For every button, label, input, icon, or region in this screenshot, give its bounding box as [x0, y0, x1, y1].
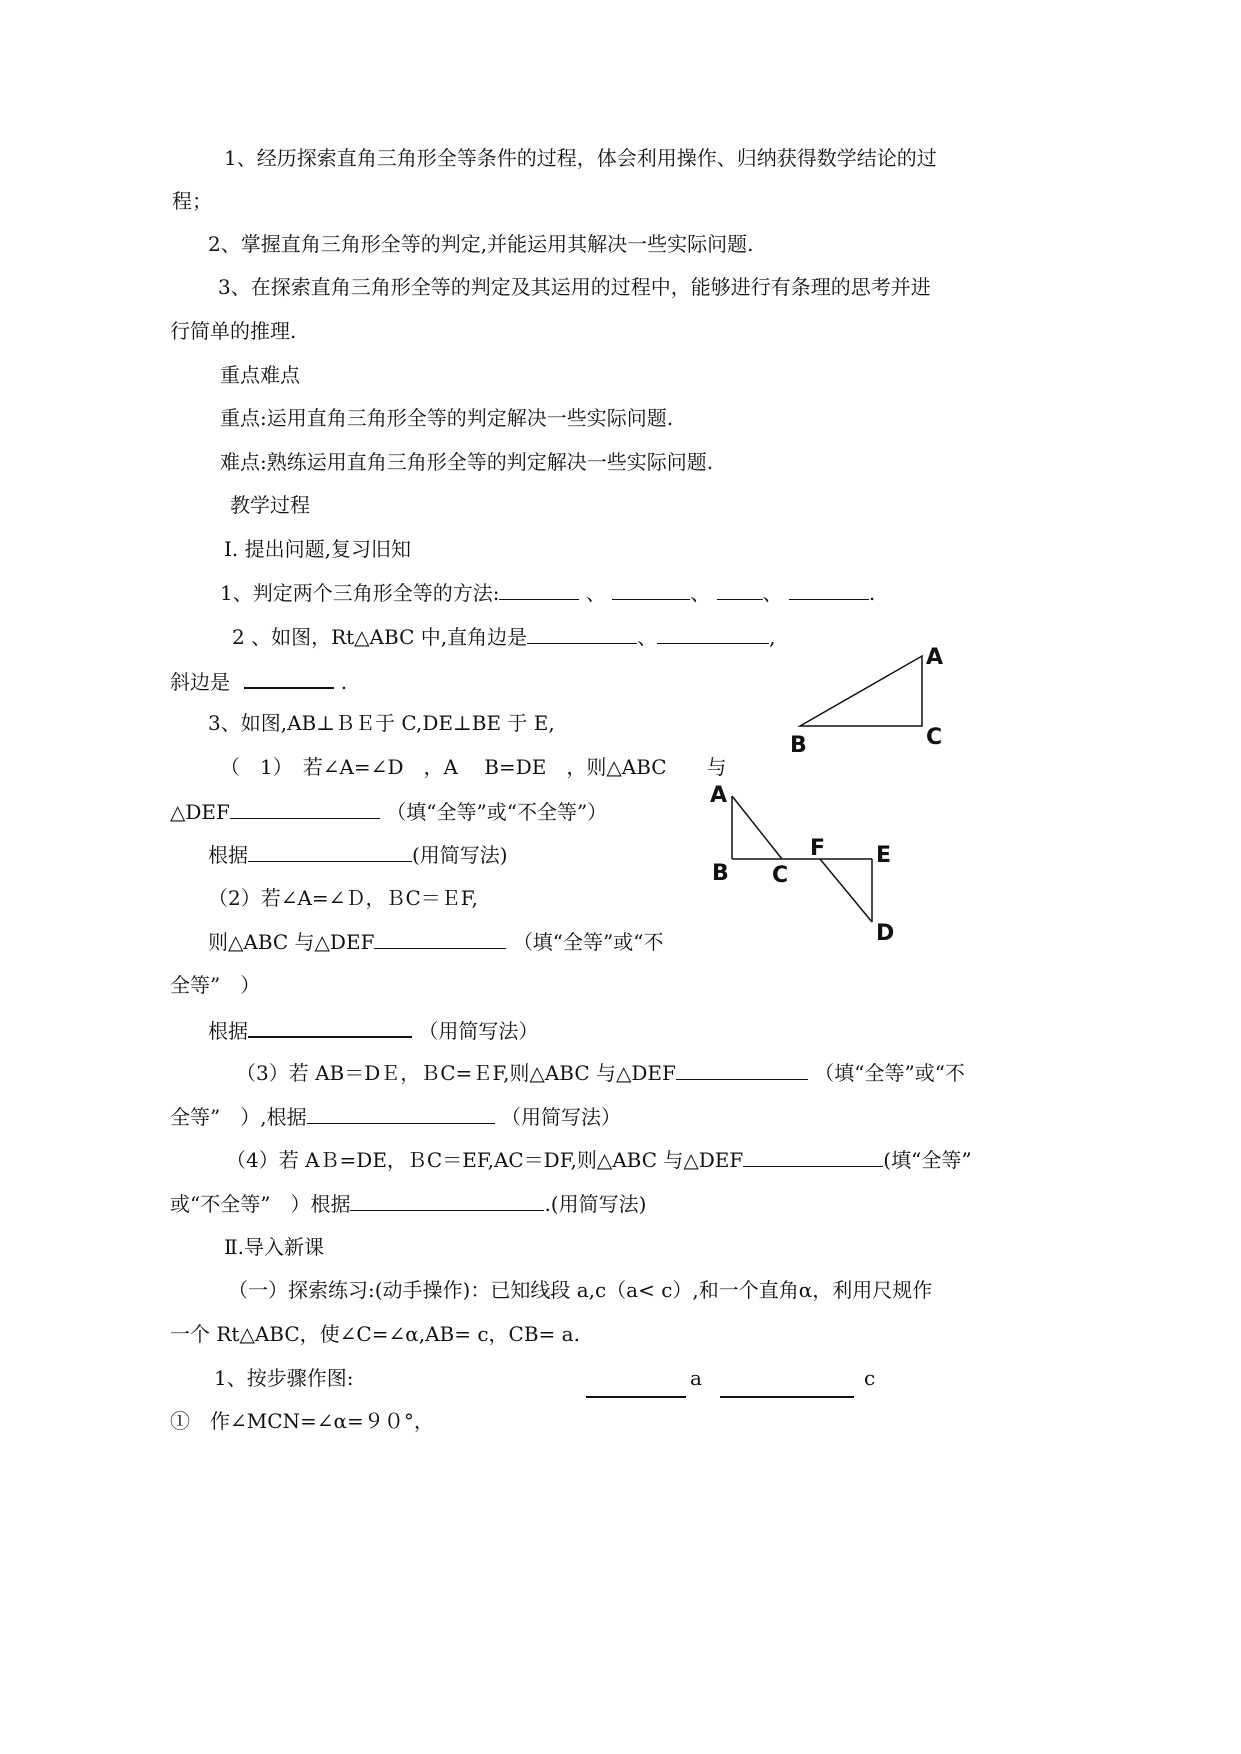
label-b: B: [712, 861, 729, 886]
process-heading: 教学过程: [230, 493, 310, 517]
question-3-part-1-line-1: （ 1） 若∠A=∠D ，A B=DE ，则△ABC 与: [220, 755, 727, 779]
part-4-text: （4）若 AＢ=DE，ＢC＝EF,AC＝DF,则△ABC 与△DEF: [226, 1148, 744, 1172]
key-points-heading: 重点难点: [220, 363, 300, 387]
hypotenuse-text: 斜边是: [170, 670, 230, 694]
basis-hint: （用简写法）: [500, 1105, 621, 1129]
label-f: F: [810, 836, 826, 861]
label-d: D: [876, 921, 895, 946]
separator: 、: [637, 625, 658, 649]
label-a: A: [926, 645, 944, 670]
goal-1-line-1: 1、经历探索直角三角形全等条件的过程，体会利用操作、归纳获得数学结论的过: [224, 146, 937, 170]
basis-hint: .(用简写法): [544, 1192, 647, 1216]
fill-hint: （填“全等”或“不全等”）: [386, 800, 608, 824]
segment-c-label: c: [864, 1366, 876, 1390]
difficulty-point: 难点:熟练运用直角三角形全等的判定解决一些实际问题.: [220, 450, 714, 474]
separator: 、: [690, 581, 711, 605]
figure-right-triangle: [790, 645, 943, 758]
separator: 、: [585, 581, 606, 605]
explore-line-1: （一）探索练习:(动手操作)：已知线段 a,c（a< c）,和一个直角α，利用尺规作: [228, 1278, 933, 1302]
fill-hint: (填“全等”: [883, 1148, 972, 1172]
part-4-basis-text: 或“不全等” ）根据: [170, 1192, 351, 1216]
goal-2: 2、掌握直角三角形全等的判定,并能运用其解决一些实际问题.: [208, 232, 754, 256]
basis-label: 根据: [208, 843, 248, 867]
question-3-part-2-line-3: 全等” ）: [170, 973, 261, 997]
triangle-def: △DEF: [170, 800, 230, 824]
part-3-text: （3）若 AB＝DＥ，ＢC=ＥF,则△ABC 与△DEF: [236, 1061, 676, 1085]
explore-line-2: 一个 Rt△ABC，使∠C=∠α,AB= c，CB= a.: [170, 1322, 580, 1346]
segment-a-label: a: [690, 1366, 702, 1390]
end-mark: .: [868, 581, 876, 605]
question-3: 3、如图,AB⊥ＢＥ于 C,DE⊥BE 于 E,: [208, 711, 555, 735]
figure-two-triangles: [710, 783, 894, 946]
separator: 、: [762, 581, 783, 605]
goal-3-line-2: 行简单的推理.: [170, 319, 297, 343]
part-3-basis-text: 全等” ）,根据: [170, 1105, 307, 1129]
label-b: B: [790, 733, 807, 758]
goal-1-line-2: 程；: [172, 189, 212, 213]
triangle-abc: [800, 656, 922, 726]
label-e: E: [876, 843, 892, 868]
step-title: 1、按步骤作图:: [214, 1366, 354, 1390]
label-a: A: [710, 783, 728, 808]
goal-3-line-1: 3、在探索直角三角形全等的判定及其运用的过程中，能够进行有条理的思考并进: [218, 275, 931, 299]
section-1-heading: Ⅰ. 提出问题,复习旧知: [224, 537, 411, 561]
question-3-part-2-line-1: （2）若∠A=∠Ｄ，ＢC＝ＥF,: [208, 886, 478, 910]
end-mark: ,: [769, 625, 776, 649]
step-1: ① 作∠MCN=∠α=９０°，: [170, 1409, 434, 1433]
triangle-compare: 则△ABC 与△DEF: [208, 930, 375, 954]
end-mark: .: [340, 670, 348, 694]
label-c: C: [926, 725, 943, 750]
line-ac: [732, 796, 782, 859]
section-2-heading: Ⅱ.导入新课: [224, 1235, 324, 1259]
key-point: 重点:运用直角三角形全等的判定解决一些实际问题.: [220, 406, 674, 430]
fill-hint: （填“全等”或“不: [814, 1061, 965, 1085]
basis-hint: (用简写法): [412, 843, 508, 867]
question-2-text: 2 、如图，Rt△ABC 中,直角边是: [232, 625, 528, 649]
label-c: C: [772, 863, 789, 888]
question-1-text: 1、判定两个三角形全等的方法:: [220, 581, 500, 605]
basis-label: 根据: [208, 1019, 248, 1043]
line-fd: [820, 859, 872, 922]
basis-hint: （用简写法）: [418, 1019, 539, 1043]
fill-hint: （填“全等”或“不: [512, 930, 664, 954]
